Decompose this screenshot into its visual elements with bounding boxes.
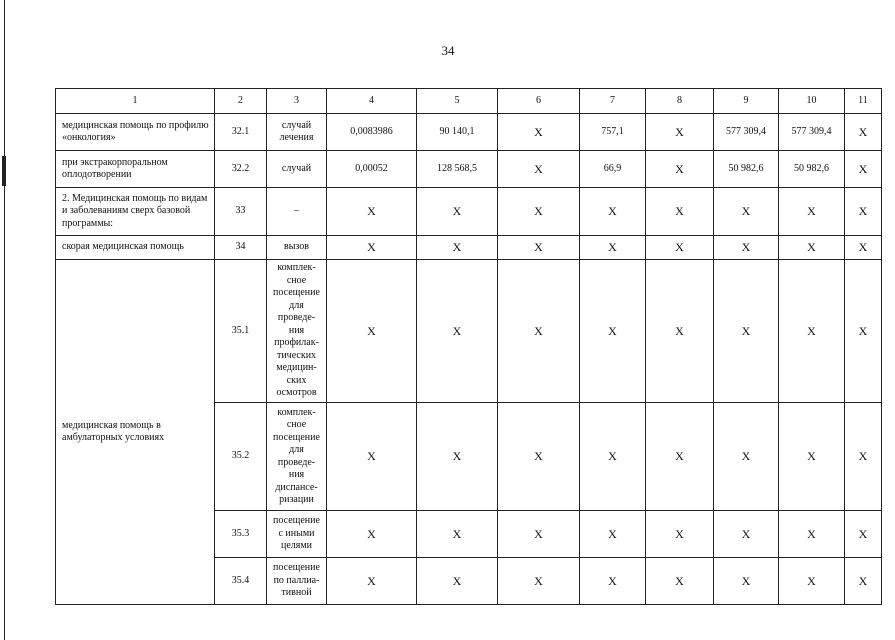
cell-col4: 0,0083986	[327, 114, 417, 151]
cell-col6: Х	[498, 403, 580, 511]
cell-col4: Х	[327, 403, 417, 511]
cell-col11: Х	[845, 236, 882, 260]
cell-col6: Х	[498, 114, 580, 151]
cell-col8: Х	[646, 236, 714, 260]
row-description: медицинская помощь по профилю «онкология»	[56, 114, 215, 151]
row-code: 35.4	[215, 558, 267, 605]
header-cell: 5	[417, 89, 498, 114]
cell-col10: Х	[779, 558, 845, 605]
cell-col8: Х	[646, 114, 714, 151]
cell-col9: Х	[714, 260, 779, 403]
cell-col6: Х	[498, 511, 580, 558]
row-unit	[267, 403, 327, 511]
row-unit: случай лечения	[267, 114, 327, 151]
cell-col6: Х	[498, 188, 580, 236]
row-description: при экстракорпоральном оплодотворении	[56, 151, 215, 188]
cell-col8: Х	[646, 558, 714, 605]
cell-col9: 50 982,6	[714, 151, 779, 188]
header-cell: 1	[56, 89, 215, 114]
table-row	[56, 236, 882, 260]
cell-col9: Х	[714, 188, 779, 236]
row-unit-text: посещение по паллиа- тивной	[273, 562, 320, 599]
header-cell: 9	[714, 89, 779, 114]
cell-col11: Х	[845, 151, 882, 188]
header-cell: 4	[327, 89, 417, 114]
cell-col7: Х	[580, 511, 646, 558]
cell-col10: Х	[779, 188, 845, 236]
header-cell: 8	[646, 89, 714, 114]
row-description: скорая медицинская помощь	[56, 236, 215, 260]
row-unit: вызов	[267, 236, 327, 260]
table-row	[56, 188, 882, 236]
cell-col11: Х	[845, 188, 882, 236]
row-unit-text: посещение с иными целями	[273, 515, 320, 552]
cell-col6: Х	[498, 236, 580, 260]
left-margin-rule	[4, 0, 5, 640]
cell-col5: Х	[417, 403, 498, 511]
cell-col6: Х	[498, 151, 580, 188]
header-cell: 2	[215, 89, 267, 114]
cell-col8: Х	[646, 511, 714, 558]
cell-col8: Х	[646, 151, 714, 188]
cell-col7: Х	[580, 403, 646, 511]
cell-col11: Х	[845, 558, 882, 605]
row-code: 32.1	[215, 114, 267, 151]
header-cell: 10	[779, 89, 845, 114]
cell-col7: Х	[580, 260, 646, 403]
cell-col5: 128 568,5	[417, 151, 498, 188]
cell-col4: 0,00052	[327, 151, 417, 188]
cell-col5: Х	[417, 511, 498, 558]
header-row	[56, 89, 882, 114]
cell-col7: 757,1	[580, 114, 646, 151]
cell-col8: Х	[646, 260, 714, 403]
cell-col4: Х	[327, 260, 417, 403]
cell-col7: 66,9	[580, 151, 646, 188]
cell-col11: Х	[845, 260, 882, 403]
cell-col5: Х	[417, 236, 498, 260]
row-unit	[267, 558, 327, 605]
cell-col10: Х	[779, 511, 845, 558]
header-cell: 6	[498, 89, 580, 114]
cell-col5: Х	[417, 558, 498, 605]
cell-col9: Х	[714, 403, 779, 511]
row-code: 32.2	[215, 151, 267, 188]
cell-col11: Х	[845, 511, 882, 558]
cell-col10: 50 982,6	[779, 151, 845, 188]
financing-table	[55, 88, 882, 605]
cell-col7: Х	[580, 236, 646, 260]
cell-col5: Х	[417, 188, 498, 236]
row-description: 2. Медицинская помощь по видам и заболеваниям сверх базовой программы:	[56, 188, 215, 236]
cell-col11: Х	[845, 114, 882, 151]
header-cell: 3	[267, 89, 327, 114]
row-code: 35.3	[215, 511, 267, 558]
row-code: 33	[215, 188, 267, 236]
row-unit-text: комплек- сное посещение для проведе- ния профилак- тических медицин- ских осмотров	[273, 262, 320, 399]
row-unit	[267, 511, 327, 558]
row-unit: –	[267, 188, 327, 236]
cell-col10: Х	[779, 260, 845, 403]
cell-col4: Х	[327, 236, 417, 260]
cell-col9: Х	[714, 558, 779, 605]
cell-col4: Х	[327, 511, 417, 558]
cell-col7: Х	[580, 558, 646, 605]
cell-col9: Х	[714, 236, 779, 260]
row-code: 35.2	[215, 403, 267, 511]
row-code: 34	[215, 236, 267, 260]
row-code: 35.1	[215, 260, 267, 403]
cell-col10: Х	[779, 236, 845, 260]
row-unit: случай	[267, 151, 327, 188]
cell-col10: Х	[779, 403, 845, 511]
cell-col8: Х	[646, 188, 714, 236]
header-cell: 7	[580, 89, 646, 114]
cell-col4: Х	[327, 558, 417, 605]
table-row	[56, 260, 882, 403]
cell-col6: Х	[498, 260, 580, 403]
cell-col5: 90 140,1	[417, 114, 498, 151]
group-description: медицинская помощь в амбулаторных условиях	[56, 260, 215, 605]
left-margin-mark	[2, 156, 6, 186]
cell-col11: Х	[845, 403, 882, 511]
table-row	[56, 151, 882, 188]
cell-col7: Х	[580, 188, 646, 236]
cell-col8: Х	[646, 403, 714, 511]
row-unit	[267, 260, 327, 403]
cell-col9: Х	[714, 511, 779, 558]
table-row	[56, 114, 882, 151]
row-unit-text: комплек- сное посещение для проведе- ния диспансе- ризации	[273, 406, 320, 505]
cell-col6: Х	[498, 558, 580, 605]
cell-col9: 577 309,4	[714, 114, 779, 151]
header-cell: 11	[845, 89, 882, 114]
page-number: 34	[441, 43, 455, 58]
cell-col10: 577 309,4	[779, 114, 845, 151]
cell-col5: Х	[417, 260, 498, 403]
cell-col4: Х	[327, 188, 417, 236]
